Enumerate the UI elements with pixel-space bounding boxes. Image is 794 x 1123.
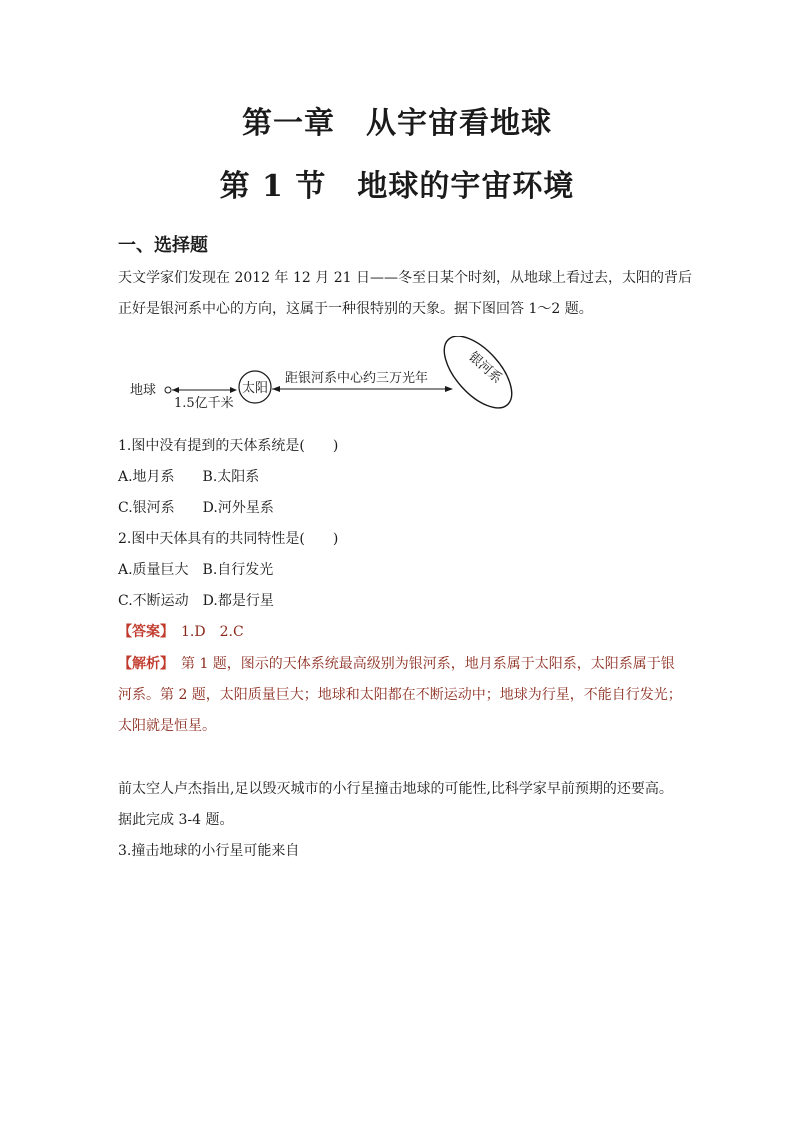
passage-line-1: 前太空人卢杰指出,足以毁灭城市的小行星撞击地球的可能性,比科学家早前预期的还要高。	[118, 781, 673, 797]
earth-sun-distance: 1.5亿千米	[174, 396, 234, 411]
answer-label: 【答案】	[118, 624, 167, 640]
answer-line	[118, 620, 688, 644]
analysis-line-2: 河系。第 2 题，太阳质量巨大；地球和太阳都在不断运动中；地球为行星，不能自行发光；	[118, 687, 682, 703]
galaxy-diagram	[124, 336, 524, 416]
section-heading: 一、选择题	[118, 235, 208, 256]
analysis-line-3: 太阳就是恒星。	[118, 718, 216, 734]
answer-text: 1.D 2.C	[167, 624, 244, 640]
q1-options-1: A.地月系 B.太阳系	[118, 469, 260, 485]
q3-stem: 3.撞击地球的小行星可能来自	[118, 843, 300, 859]
analysis-line-1	[118, 652, 688, 676]
galaxy-icon	[432, 336, 524, 416]
q1-options-2: C.银河系 D.河外星系	[118, 500, 274, 516]
galaxy-label: 银河系	[465, 349, 505, 387]
q2-options-2: C.不断运动 D.都是行星	[118, 593, 274, 609]
earth-icon	[165, 387, 171, 393]
sun-label: 太阳	[242, 381, 269, 396]
intro-line-2: 正好是银河系中心的方向，这属于一种很特别的天象。据下图回答 1～2 题。	[118, 301, 593, 317]
earth-label: 地球	[130, 383, 157, 398]
analysis-label: 【解析】	[118, 656, 167, 672]
section-title: 第 1 节 地球的宇宙环境	[219, 169, 575, 204]
sun-galaxy-distance: 距银河系中心约三万光年	[285, 371, 429, 386]
chapter-title: 第一章 从宇宙看地球	[242, 106, 552, 141]
q1-stem: 1.图中没有提到的天体系统是( )	[118, 438, 339, 454]
passage-line-2: 据此完成 3-4 题。	[118, 812, 234, 828]
intro-line-1: 天文学家们发现在 2012 年 12 月 21 日——冬至日某个时刻，从地球上看过去，太阳的背后	[118, 270, 692, 286]
analysis-text-1: 第 1 题，图示的天体系统最高级别为银河系，地月系属于太阳系，太阳系属于银	[167, 656, 675, 672]
q2-options-1: A.质量巨大 B.自行发光	[118, 562, 274, 578]
q2-stem: 2.图中天体具有的共同特性是( )	[118, 531, 339, 547]
